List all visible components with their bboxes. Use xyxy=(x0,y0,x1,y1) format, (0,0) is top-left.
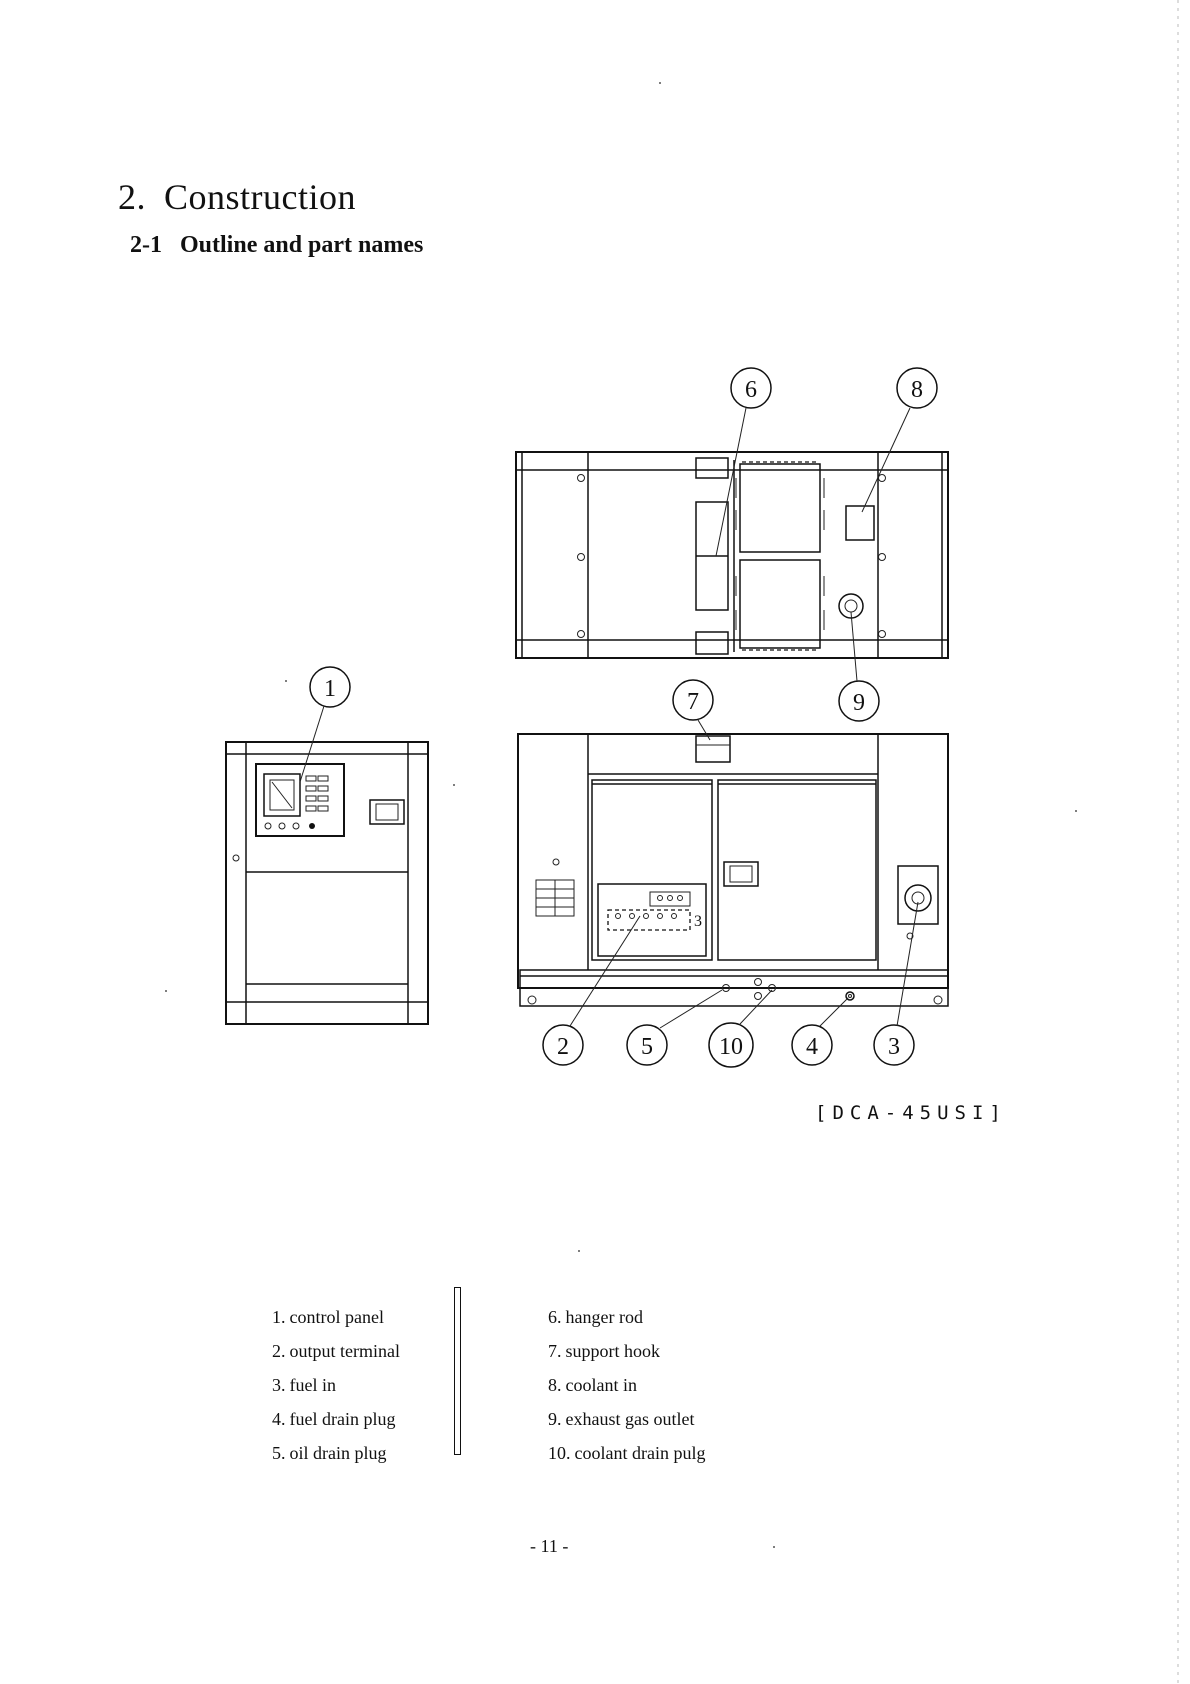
front-view xyxy=(518,734,948,1006)
callout-2-label: 2 xyxy=(557,1034,569,1060)
scan-speck xyxy=(773,1546,775,1548)
legend-item-label: control panel xyxy=(289,1307,384,1327)
legend-item-number: 10. xyxy=(548,1443,571,1463)
callout-3-label: 3 xyxy=(888,1034,900,1060)
legend-item-number: 4. xyxy=(272,1409,286,1429)
callout-8 xyxy=(862,368,937,512)
callout-10-label: 10 xyxy=(719,1034,743,1060)
legend-item-label: exhaust gas outlet xyxy=(565,1409,695,1429)
top-view xyxy=(516,452,948,658)
legend-item-label: coolant in xyxy=(565,1375,637,1395)
legend-item xyxy=(548,1402,705,1436)
scan-speck xyxy=(578,1250,580,1252)
callout-3 xyxy=(874,902,918,1065)
legend-item-label: fuel in xyxy=(289,1375,336,1395)
callout-9-label: 9 xyxy=(853,690,865,716)
model-label: [DCA-45USI] xyxy=(815,1102,1007,1124)
scan-speck xyxy=(165,990,167,992)
legend-item-label: support hook xyxy=(565,1341,660,1361)
legend-item-number: 6. xyxy=(548,1307,562,1327)
subsection-number: 2-1 xyxy=(130,232,162,258)
scan-speck xyxy=(1075,810,1077,812)
callout-7-label: 7 xyxy=(687,689,699,715)
legend-item xyxy=(548,1436,705,1470)
callout-6-label: 6 xyxy=(745,377,757,403)
legend-item-number: 7. xyxy=(548,1341,562,1361)
legend-item xyxy=(272,1300,400,1334)
section-number: 2. xyxy=(118,177,146,217)
legend-item xyxy=(272,1436,400,1470)
callout-7 xyxy=(673,680,713,740)
callout-4 xyxy=(792,998,848,1065)
scan-speck xyxy=(453,784,455,786)
terminal-mark: 3 xyxy=(694,913,702,930)
page-number: - 11 - xyxy=(530,1536,569,1556)
legend-item xyxy=(272,1402,400,1436)
legend-divider xyxy=(454,1287,461,1455)
legend-item-label: coolant drain pulg xyxy=(574,1443,706,1463)
legend-item-number: 8. xyxy=(548,1375,562,1395)
section-title: Construction xyxy=(164,177,356,217)
callout-1-label: 1 xyxy=(324,676,336,702)
legend-item xyxy=(548,1368,705,1402)
legend-item-number: 3. xyxy=(272,1375,286,1395)
callout-8-label: 8 xyxy=(911,377,923,403)
legend-item xyxy=(548,1300,705,1334)
parts-legend-right xyxy=(548,1300,705,1470)
scan-edge-mark xyxy=(1177,0,1179,1684)
scan-speck xyxy=(659,82,661,84)
subsection-title: Outline and part names xyxy=(180,232,424,258)
legend-item-number: 2. xyxy=(272,1341,286,1361)
parts-legend-left xyxy=(272,1300,400,1470)
legend-item-label: oil drain plug xyxy=(289,1443,387,1463)
callout-10 xyxy=(709,990,772,1067)
scan-speck xyxy=(285,680,287,682)
legend-item-number: 5. xyxy=(272,1443,286,1463)
side-view xyxy=(226,742,428,1024)
callout-5 xyxy=(627,990,722,1065)
legend-item xyxy=(548,1334,705,1368)
legend-item xyxy=(272,1334,400,1368)
callout-9 xyxy=(839,612,879,721)
legend-item-number: 1. xyxy=(272,1307,286,1327)
legend-item-label: fuel drain plug xyxy=(289,1409,396,1429)
legend-item-label: hanger rod xyxy=(565,1307,643,1327)
legend-item-number: 9. xyxy=(548,1409,562,1429)
callout-4-label: 4 xyxy=(806,1034,818,1060)
legend-item xyxy=(272,1368,400,1402)
callout-5-label: 5 xyxy=(641,1034,653,1060)
legend-item-label: output terminal xyxy=(289,1341,400,1361)
